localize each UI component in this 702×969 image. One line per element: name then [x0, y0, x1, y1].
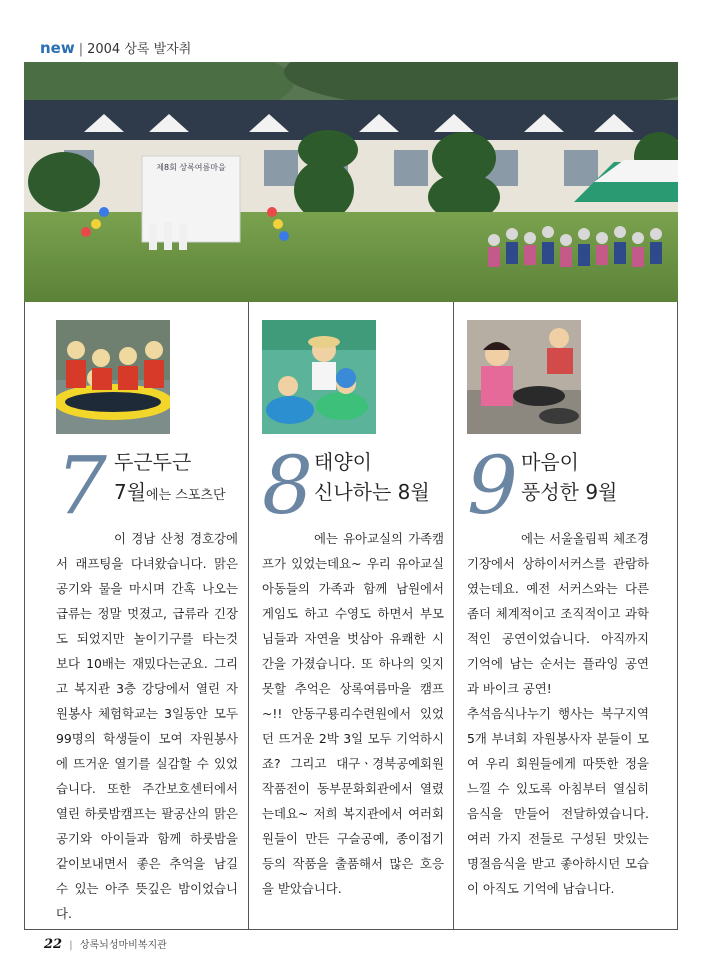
body-paragraph: 에는 유아교실의 가족캠프가 있었는데요~ 우리 유아교실 아동들의 가족과 함께 남원에서 게임도 하고 수영도 하면서 부모님들과 자연을 벗삼아 유쾌한 시간을 가졌습니다. 또 하나의 잊지 못할 추억은 상록여름마을 캠프~!! 안동구룡리수련원에서 있었던 뜨거운 2박 3일 모두 기억하시죠? 그리고 대구ㆍ경북공예회원 작품전이 동부문화회관에서 열렸는데요~ 저희 복지관에서 여러회원들이 만든 구슬공예, 종이접기등의 작품을 출품해서 많은 호응을 받았습니다.	[262, 531, 444, 896]
header-title: 2004 상록 발자취	[87, 42, 192, 57]
column-july	[56, 320, 238, 926]
body-paragraph: 추석음식나누기 행사는 북구지역 5개 부녀회 자원봉사자 분들이 모여 우리 회원들에게 따뜻한 정을 느낄 수 있도록 아침부터 열심히 음식을 만들어 전달하였습니다. 여러 가지 전들로 구성된 맛있는 명절음식을 받고 좋아하시던 모습이 아직도 기억에 남습니다.	[467, 706, 649, 896]
section-body	[467, 526, 649, 901]
photo-pool	[262, 320, 376, 434]
photo-cooking	[467, 320, 581, 434]
section-title	[467, 439, 649, 532]
section-body	[56, 526, 238, 926]
section-title	[262, 439, 444, 532]
section-heading: 태양이	[314, 450, 372, 474]
body-paragraph: 에는 서울올림픽 체조경기장에서 상하이서커스를 관람하였는데요. 예전 서커스와는 다른 좀더 체계적이고 조직적이고 과학적인 공연이었습니다. 아직까지 기억에 남는 순서는 플라잉 공연과 바이크 공연!	[467, 531, 649, 696]
section-number: 7	[56, 439, 107, 532]
column-divider	[453, 302, 454, 930]
page-footer	[44, 936, 167, 952]
section-title	[56, 439, 238, 532]
header-separator: |	[78, 42, 84, 57]
section-heading: 마음이	[521, 450, 579, 474]
section-heading: 두근두근	[114, 450, 192, 474]
section-number: 8	[262, 439, 313, 532]
column-september	[467, 320, 649, 901]
section-body	[262, 526, 444, 901]
photo-rafting	[56, 320, 170, 434]
hero-photo	[24, 62, 678, 302]
body-paragraph: 이 경남 산청 경호강에서 래프팅을 다녀왔습니다. 맑은 공기와 물을 마시며 간혹 나오는 급류는 정말 멋졌고, 급류라 긴장도 되었지만 놀이기구를 타는것 보다 10배는 재밌다는군요. 그리고 복지관 3층 강당에서 열린 자원봉사 체험학교는 3일동안 모두 99명의 학생들이 모여 자원봉사에 뜨거운 열기를 실감할 수 있었습니다. 또한 주간보호센터에서 열린 하룻밤캠프는 팔공산의 맑은 공기와 아이들과 함께 하룻밤을 같이보내면서 좋은 추억을 남길 수 있는 아주 뜻깊은 밤이었습니다.	[56, 531, 238, 921]
footer-separator: |	[69, 940, 73, 951]
section-subheading: 신나하는 8월	[314, 480, 430, 504]
page-number: 22	[44, 937, 63, 952]
section-number: 9	[467, 439, 518, 532]
page-header	[40, 38, 191, 57]
column-august	[262, 320, 444, 901]
header-brand: new	[40, 39, 75, 57]
section-subheading: 풍성한 9월	[521, 480, 618, 504]
section-subheading: 7월에는 스포츠단	[114, 480, 226, 504]
footer-org: 상록뇌성마비복지관	[79, 940, 167, 951]
column-divider	[248, 302, 249, 930]
banner-text: 제8회 상록여름마을	[156, 163, 226, 172]
